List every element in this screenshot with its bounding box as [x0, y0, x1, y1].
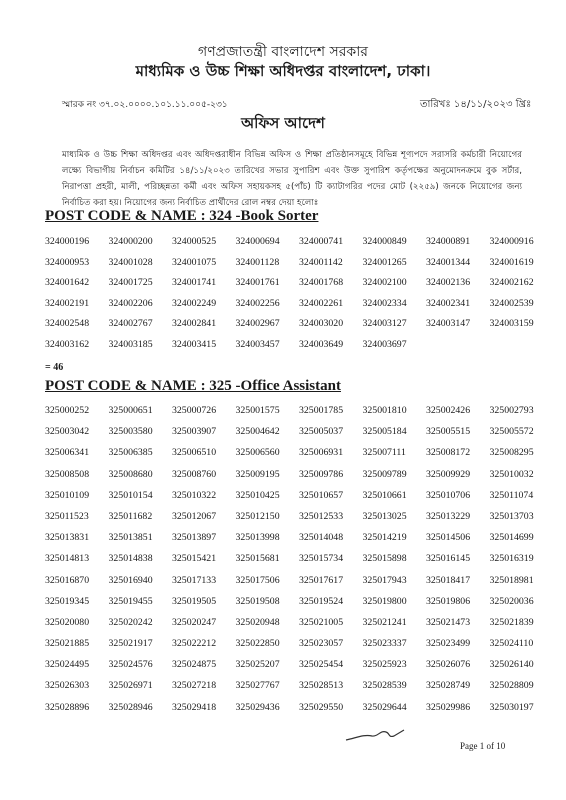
roll-number: 324001725	[108, 277, 153, 288]
roll-number: 325025207	[235, 659, 280, 671]
roll-number: 325015898	[362, 553, 407, 565]
roll-number: 325006560	[235, 447, 280, 459]
roll-number: 325008295	[489, 447, 534, 459]
roll-grid-book-sorter	[45, 232, 534, 355]
roll-number: 324001128	[235, 256, 280, 268]
roll-number: 325028749	[426, 680, 471, 692]
order-body-text: মাধ্যমিক ও উচ্চ শিক্ষা অধিদপ্তর এবং অধিদপ্তরাধীন বিভিন্ন অফিস ও শিক্ষা প্রতিষ্ঠানসমূহে বিভিন্ন শূণ্যপদে সরাসরি কর্মচারী নিয়োগের লক্ষ্যে বিভাগীয় নির্বাচন কমিটির ১৪/১১/২০২৩ তারিখের সভার সুপারিশ এবং উক্ত সুপারিশ কর্তৃপক্ষের অনুমোদনক্রমে বুক সর্টার, নিরাপত্তা প্রহরী, মালী, পরিচ্ছন্নতা কর্মী এবং অফিস সহায়কসহ ৫(পাঁচ) টি ক্যাটাগরির পদের মোট (২২৫৯) জনকে নিয়োগের জন্য নির্বাচিত করা হয়। নিয়োগের জন্য নির্বাচিত প্রার্থীদের রোল নম্বর দেয়া হলোঃ	[62, 150, 522, 208]
roll-number: 324001265	[362, 256, 407, 268]
roll-number: 324002967	[235, 318, 280, 329]
roll-number: 324003162	[45, 338, 90, 350]
roll-number: 325023499	[426, 638, 471, 650]
roll-number: 324000916	[489, 236, 534, 247]
roll-number: 324002334	[362, 297, 407, 309]
roll-number: 324000525	[172, 236, 217, 247]
roll-number: 325021473	[426, 616, 471, 628]
roll-number: 325014048	[299, 532, 344, 544]
roll-number: 324001768	[299, 277, 344, 288]
roll-number: 325014219	[362, 532, 407, 544]
roll-number: 325024875	[172, 659, 217, 671]
roll-number: 325024110	[489, 638, 534, 650]
roll-number: 324003020	[299, 318, 344, 329]
roll-number: 325023057	[299, 638, 344, 650]
roll-number: 325019345	[45, 595, 90, 607]
roll-number: 324003147	[426, 318, 471, 329]
roll-number: 325000651	[108, 405, 153, 416]
roll-number: 325010425	[235, 489, 280, 501]
roll-number: 325008760	[172, 468, 217, 480]
roll-number: 325000726	[172, 405, 217, 416]
roll-number: 325014699	[489, 532, 534, 544]
roll-number: 325029436	[235, 701, 280, 713]
roll-number: 325008508	[45, 468, 90, 480]
roll-number: 325019800	[362, 595, 407, 607]
roll-number: 325026303	[45, 680, 90, 692]
roll-number: 325020036	[489, 595, 534, 607]
roll-grid-office-assistant	[45, 400, 534, 718]
roll-number: 324000953	[45, 256, 90, 268]
roll-number: 325013831	[45, 532, 90, 544]
roll-number: 325012067	[172, 510, 217, 522]
roll-number: 325020247	[172, 616, 217, 628]
roll-number: 325028539	[362, 680, 407, 692]
roll-number: 325026140	[489, 659, 534, 671]
roll-number: 324002841	[172, 318, 217, 329]
roll-number: 324003457	[235, 338, 280, 350]
roll-number: 324003415	[172, 338, 217, 350]
government-header: গণপ্রজাতন্ত্রী বাংলাদেশ সরকার	[198, 44, 368, 60]
memo-date: তারিখঃ ১৪/১১/২০২৩ খ্রিঃ	[420, 99, 532, 110]
roll-number: 325016940	[108, 574, 153, 586]
roll-number: 324002162	[489, 277, 534, 288]
office-order-title: অফিস আদেশ	[241, 114, 325, 132]
roll-number: 325029550	[299, 701, 344, 713]
roll-number: 325010657	[299, 489, 344, 501]
roll-number: 325010109	[45, 489, 90, 501]
roll-number: 325009195	[235, 468, 280, 480]
roll-number: 325008680	[108, 468, 153, 480]
roll-number: 325006385	[108, 447, 153, 459]
roll-number: 325000252	[45, 405, 90, 416]
roll-number: 325021885	[45, 638, 90, 650]
roll-number: 325013851	[108, 532, 153, 544]
roll-number: 324002341	[426, 297, 471, 309]
roll-number: 324003127	[362, 318, 407, 329]
roll-number: 325010661	[362, 489, 407, 501]
roll-number: 324002256	[235, 297, 280, 309]
roll-number: 325005184	[362, 426, 407, 438]
roll-number: 325022212	[172, 638, 217, 650]
roll-number: 325026971	[108, 680, 153, 692]
roll-number: 324000849	[362, 236, 407, 247]
roll-number: 325004642	[235, 426, 280, 438]
roll-number: 325006341	[45, 447, 90, 459]
roll-number: 325010032	[489, 468, 534, 480]
post-heading-book-sorter: POST CODE & NAME : 324 -Book Sorter	[45, 208, 319, 224]
roll-number: 325010154	[108, 489, 153, 501]
roll-number: 325019505	[172, 595, 217, 607]
roll-number: 324002136	[426, 277, 471, 288]
signature-mark	[342, 722, 422, 746]
roll-number: 325014838	[108, 553, 153, 565]
roll-number: 325003580	[108, 426, 153, 438]
roll-number: 325018981	[489, 574, 534, 586]
roll-number: 325020948	[235, 616, 280, 628]
roll-number: 325013229	[426, 510, 471, 522]
roll-number: 325029418	[172, 701, 217, 713]
roll-number: 325015421	[172, 553, 217, 565]
roll-number: 325001575	[235, 405, 280, 416]
roll-number: 325018417	[426, 574, 471, 586]
roll-number: 324002548	[45, 318, 90, 329]
roll-number: 325026076	[426, 659, 471, 671]
roll-number: 325017943	[362, 574, 407, 586]
roll-number: 325005037	[299, 426, 344, 438]
roll-number: 325008172	[426, 447, 471, 459]
roll-number: 324002539	[489, 297, 534, 309]
roll-number: 325028896	[45, 701, 90, 713]
roll-number: 325016145	[426, 553, 471, 565]
roll-number: 325011523	[45, 510, 89, 522]
roll-number: 325024576	[108, 659, 153, 671]
roll-number: 325006931	[299, 447, 344, 459]
roll-number: 325011074	[489, 489, 534, 501]
roll-number: 325027767	[235, 680, 280, 692]
roll-number: 324000196	[45, 236, 90, 247]
roll-number: 325030197	[489, 701, 534, 713]
department-header: মাধ্যমিক ও উচ্চ শিক্ষা অধিদপ্তর বাংলাদেশ, ঢাকা।	[135, 62, 431, 80]
roll-number: 325009789	[362, 468, 407, 480]
roll-number: 325012533	[299, 510, 344, 522]
roll-number: 325019806	[426, 595, 471, 607]
roll-number: 324003159	[489, 318, 534, 329]
roll-number: 325013998	[235, 532, 280, 544]
roll-number: 325013897	[172, 532, 217, 544]
roll-number: 325021241	[362, 616, 407, 628]
roll-number: 325022850	[235, 638, 280, 650]
roll-number: 325002426	[426, 405, 471, 416]
roll-number: 324003185	[108, 338, 153, 350]
roll-number: 324001619	[489, 256, 534, 268]
roll-number: 325003907	[172, 426, 217, 438]
roll-number: 324001142	[299, 256, 343, 268]
roll-number: 325017617	[299, 574, 344, 586]
roll-number: 325002793	[489, 405, 534, 416]
roll-number: 325017133	[172, 574, 217, 586]
roll-number: 324002767	[108, 318, 153, 329]
book-sorter-count: = 46	[45, 362, 64, 373]
roll-number: 325019508	[235, 595, 280, 607]
roll-number: 325028513	[299, 680, 344, 692]
memo-number: স্মারক নং ৩৭.০২.০০০০.১০১.১১.০০৫-২৩১	[62, 100, 228, 110]
roll-number: 325013025	[362, 510, 407, 522]
roll-number: 325010322	[172, 489, 217, 501]
roll-number: 325015681	[235, 553, 280, 565]
roll-number: 324003649	[299, 338, 344, 350]
roll-number: 325019524	[299, 595, 344, 607]
roll-number: 324000200	[108, 236, 153, 247]
roll-number: 325007111	[362, 447, 406, 459]
roll-number: 324002100	[362, 277, 407, 288]
roll-number: 325027218	[172, 680, 217, 692]
roll-number: 325010706	[426, 489, 471, 501]
roll-number: 325020242	[108, 616, 153, 628]
roll-number: 324002249	[172, 297, 217, 309]
roll-number: 324000891	[426, 236, 471, 247]
roll-number: 325025454	[299, 659, 344, 671]
roll-number: 325001810	[362, 405, 407, 416]
roll-number: 325003042	[45, 426, 90, 438]
page-number: Page 1 of 10	[460, 741, 506, 751]
roll-number: 325021005	[299, 616, 344, 628]
roll-number: 325021917	[108, 638, 153, 650]
roll-number: 325029644	[362, 701, 407, 713]
roll-number: 324000694	[235, 236, 280, 247]
roll-number: 324001642	[45, 277, 90, 288]
roll-number: 325028946	[108, 701, 153, 713]
roll-number: 325019455	[108, 595, 153, 607]
roll-number: 325023337	[362, 638, 407, 650]
roll-number: 325013703	[489, 510, 534, 522]
roll-number: 325005515	[426, 426, 471, 438]
roll-number: 325015734	[299, 553, 344, 565]
roll-number: 325016319	[489, 553, 534, 565]
roll-number: 325011682	[108, 510, 153, 522]
roll-number: 325001785	[299, 405, 344, 416]
roll-number: 324003697	[362, 338, 407, 350]
roll-number: 324002206	[108, 297, 153, 309]
roll-number: 325009786	[299, 468, 344, 480]
roll-number: 324001075	[172, 256, 217, 268]
roll-number: 325028809	[489, 680, 534, 692]
roll-number: 324001344	[426, 256, 471, 268]
roll-number: 325024495	[45, 659, 90, 671]
roll-number: 325014813	[45, 553, 90, 565]
roll-number: 324000741	[299, 236, 344, 247]
roll-number: 324001741	[172, 277, 217, 288]
post-heading-office-assistant: POST CODE & NAME : 325 -Office Assistant	[45, 378, 341, 394]
roll-number: 325017506	[235, 574, 280, 586]
roll-number: 325025923	[362, 659, 407, 671]
roll-number: 324001761	[235, 277, 280, 288]
roll-number: 325009929	[426, 468, 471, 480]
roll-number: 325021839	[489, 616, 534, 628]
roll-number: 325014506	[426, 532, 471, 544]
roll-number: 325005572	[489, 426, 534, 438]
roll-number: 325012150	[235, 510, 280, 522]
roll-number: 324002191	[45, 297, 90, 309]
roll-number: 325016870	[45, 574, 90, 586]
roll-number: 325029986	[426, 701, 471, 713]
roll-number: 324002261	[299, 297, 344, 309]
roll-number: 325020080	[45, 616, 90, 628]
roll-number: 324001028	[108, 256, 153, 268]
roll-number: 325006510	[172, 447, 217, 459]
